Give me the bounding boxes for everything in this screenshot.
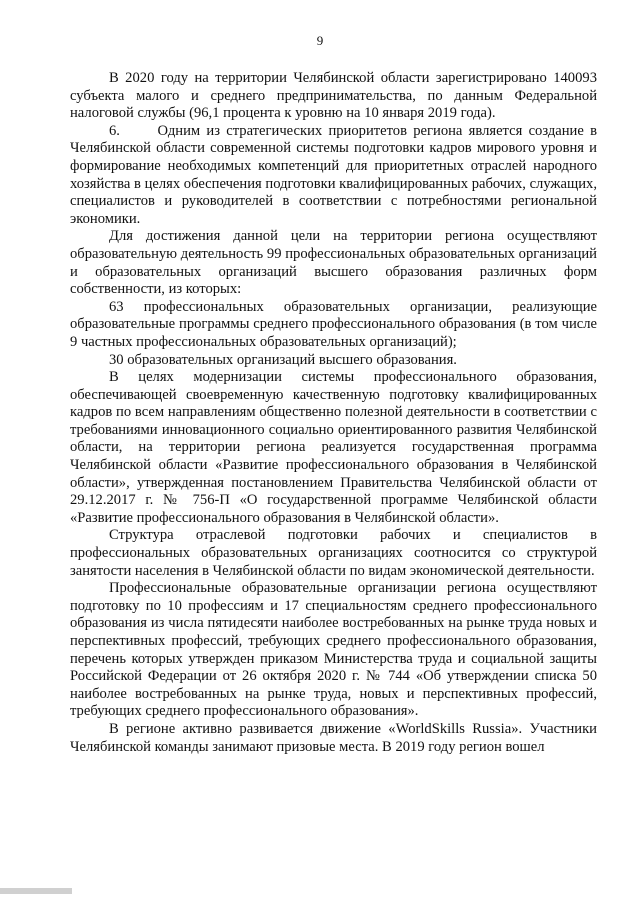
paragraph-modernization-program: В целях модернизации системы профессионального образования, обеспечивающей своевременную качественную подготовку квалифицированных кадров по всем направлениям общественно полезной деятельности в соответствии с требованиями инновационного социально ориентированного развития Челябинской области, на территории региона реализуется государственная программа Челябинской области «Развитие профессионального образования в Челябинской области», утвержденная постановлением Правительства Челябинской области от 29.12.2017 г. № 756-П «О государственной программе Челябинской области «Развитие профессионального образования в Челябинской области». <box>70 369 597 526</box>
paragraph-educational-organizations: Для достижения данной цели на территории региона осуществляют образовательную деятельность 99 профессиональных образовательных организаций и образовательных организаций высшего образования различных форм собственности, из которых: <box>70 228 597 298</box>
paragraph-higher-education: 30 образовательных организаций высшего образования. <box>109 351 457 368</box>
paragraph-in-demand-professions: Профессиональные образовательные организации региона осуществляют подготовку по 10 профессиям и 17 специальностям среднего профессионального образования из числа пятидесяти наиболее востребованных на рынке труда новых и перспективных профессий, требующих среднего профессионального образования, перечень которых утвержден приказом Министерства труда и социальной защиты Российской Федерации от 26 октября 2020 г. № 744 «Об утверждении списка 50 наиболее востребованных на рынке труда, новых и перспективных профессий, требующих среднего профессионального образования». <box>70 580 597 720</box>
scan-edge-mark <box>0 888 72 894</box>
paragraph-training-structure: Структура отраслевой подготовки рабочих и специалистов в профессиональных образовательных организациях соотносится со структурой занятости населения в Челябинской области по видам экономической деятельности. <box>70 527 597 579</box>
paragraph-strategic-priority: 6. Одним из стратегических приоритетов региона является создание в Челябинской области современной системы подготовки кадров мирового уровня и формирование необходимых компетенций для приоритетных отраслей народного хозяйства в целях обеспечения подготовки квалифицированных рабочих, служащих, специалистов и руководителей в соответствии с потребностями региональной экономики. <box>70 122 597 227</box>
document-body <box>70 70 597 756</box>
page-number: 9 <box>316 33 324 48</box>
paragraph-smb-registration: В 2020 году на территории Челябинской области зарегистрировано 140093 субъекта малого и среднего предпринимательства, по данным Федеральной налоговой службы (96,1 процента к уровню на 10 января 2019 года). <box>70 70 597 122</box>
paragraph-worldskills: В регионе активно развивается движение «WorldSkills Russia». Участники Челябинской команды занимают призовые места. В 2019 году регион вошел <box>70 720 597 755</box>
paragraph-professional-organizations: 63 профессиональных образовательных организации, реализующие образовательные программы среднего профессионального образования (в том числе 9 частных профессиональных образовательных организаций); <box>70 298 597 350</box>
